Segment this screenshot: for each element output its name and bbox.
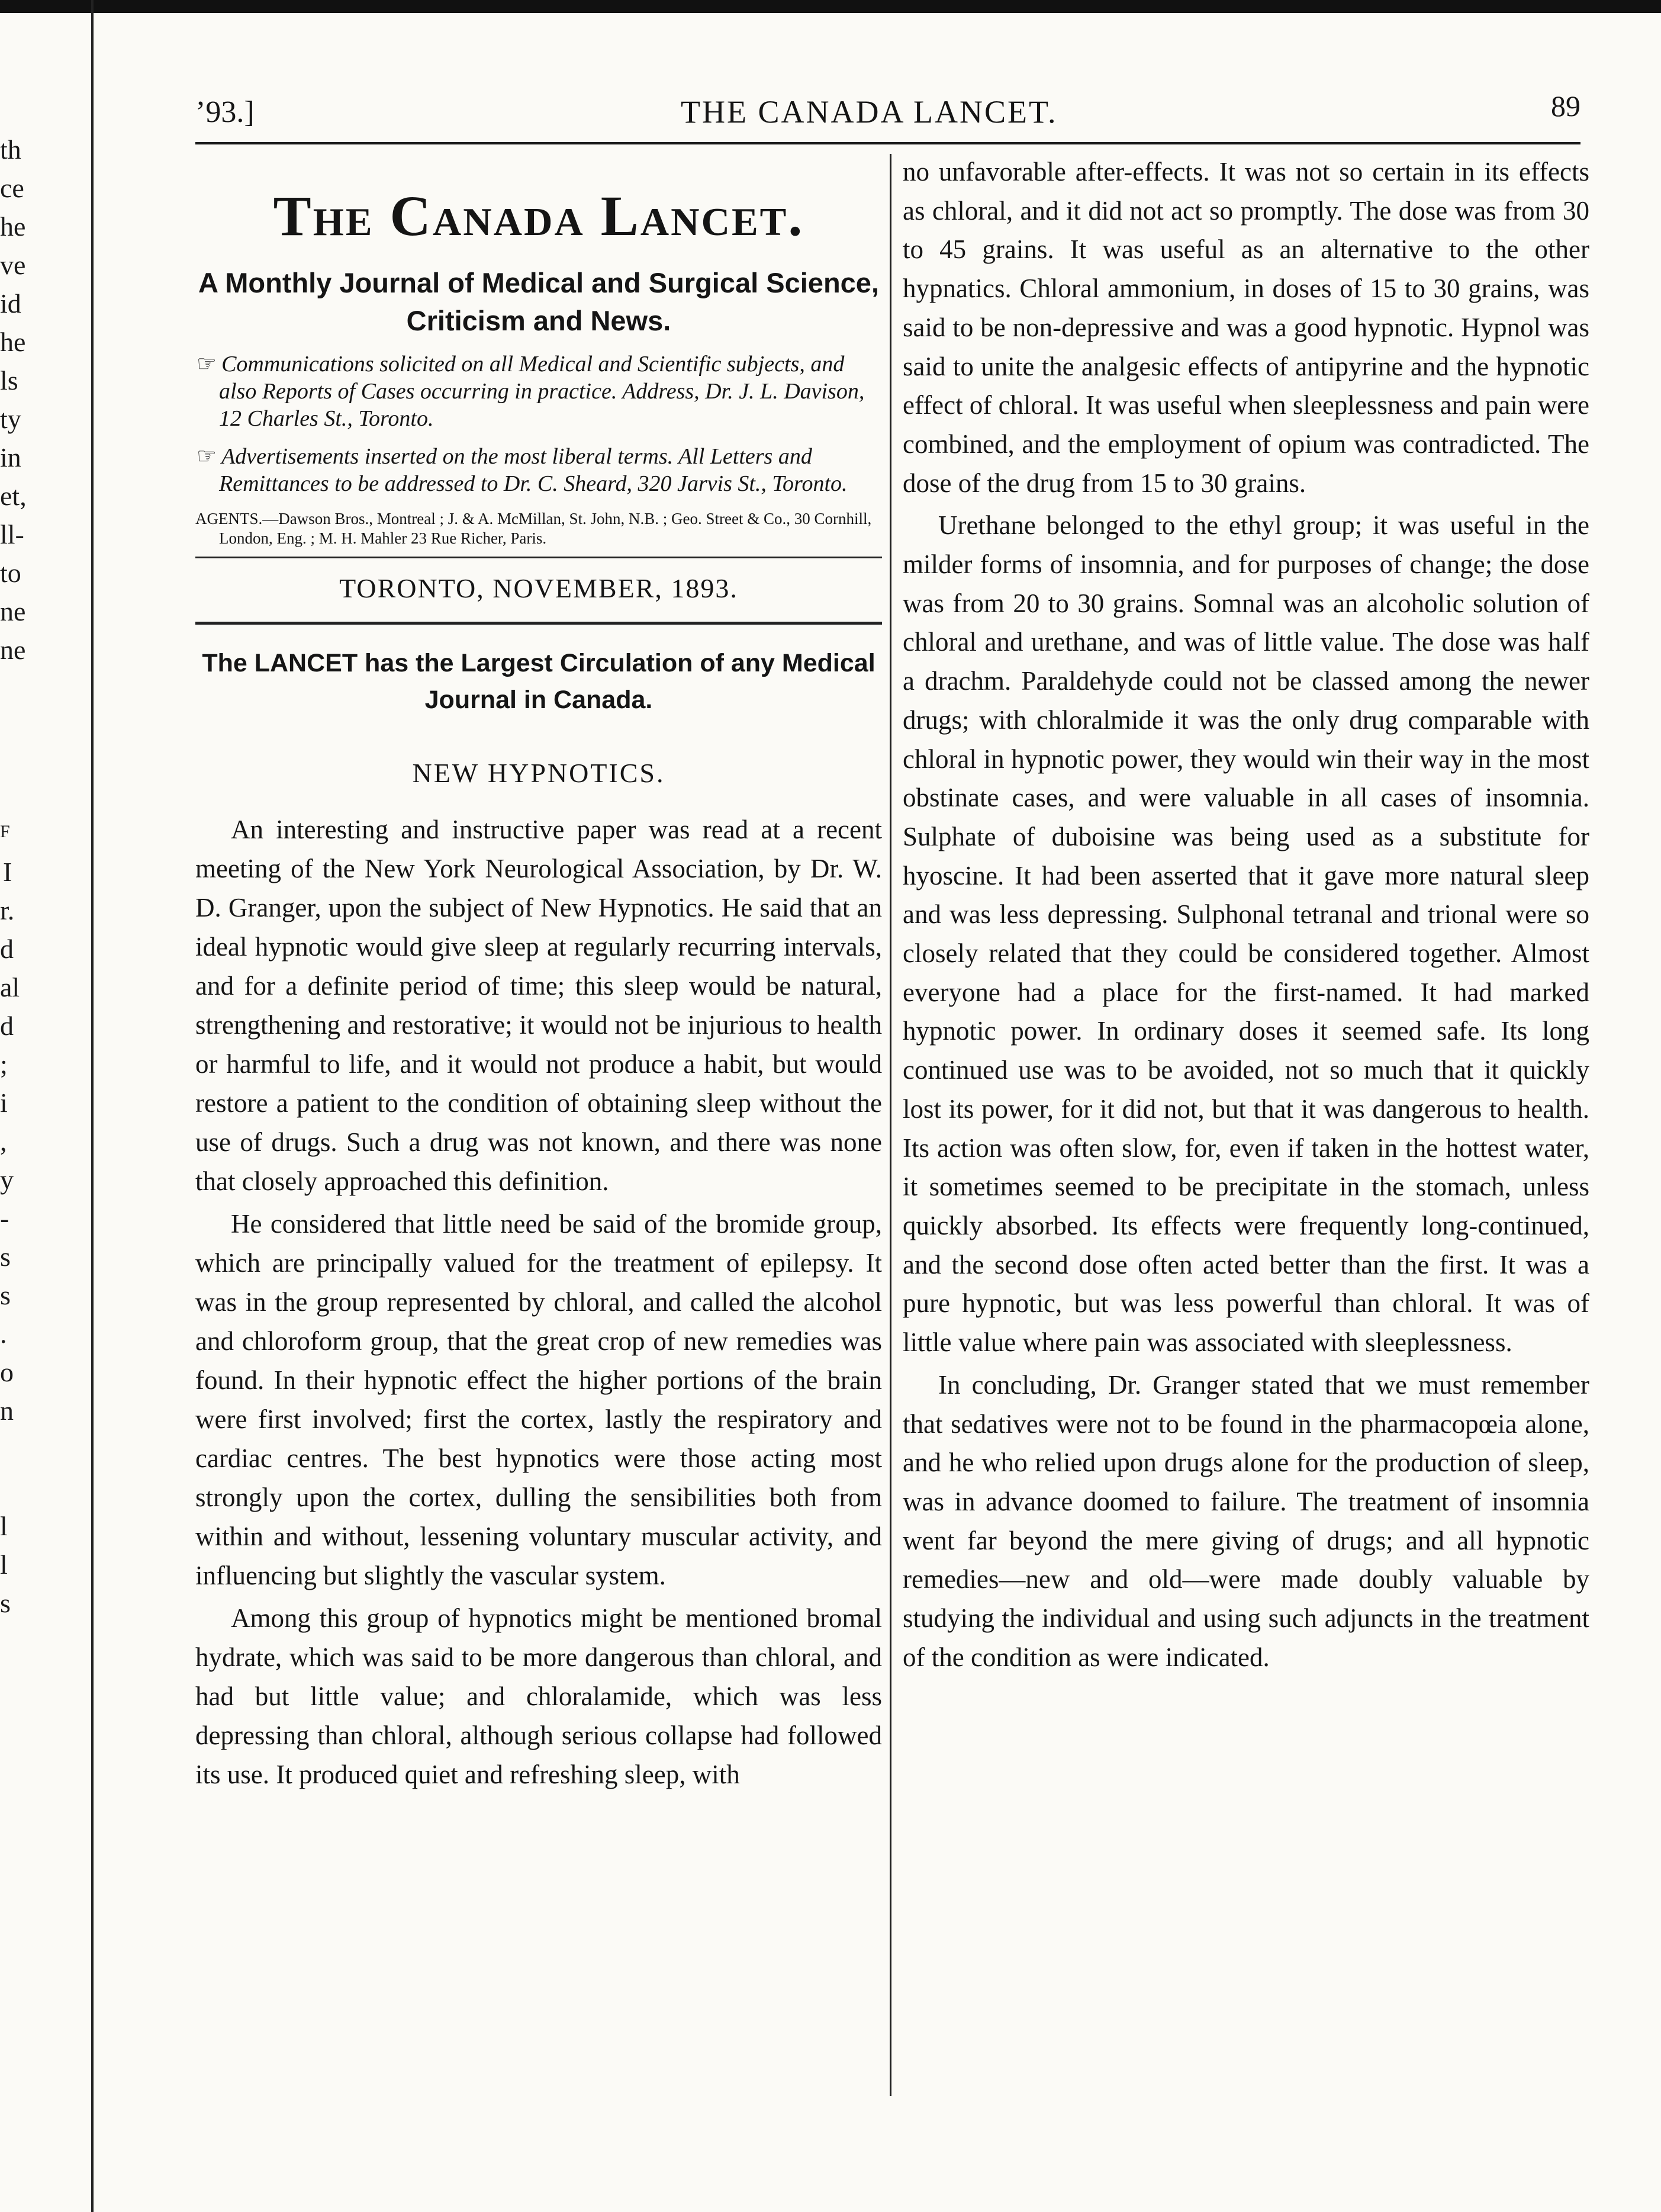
dateline-rule: [195, 622, 882, 625]
fragment: d: [0, 1011, 14, 1041]
fragment: ve: [0, 250, 26, 280]
fragment: ll-: [0, 519, 24, 549]
fragment: F: [0, 822, 10, 841]
fragment: in: [0, 442, 21, 472]
fragment: -: [0, 1203, 9, 1233]
article-paragraph: An interesting and instructive paper was read at a recent meeting of the New York Neurological Association, by Dr. W. D. Granger, upon the subject of New Hypnotics. He said that an ideal hypnotic would give sleep at regularly recurring intervals, and for a definite period of time; this sleep would be natural, strengthening and restorative; it would not be injurious to health or harmful to life, and it would not produce a habit, but would restore a patient to the condition of obtaining sleep without the use of drugs. Such a drug was not known, and there was none that closely approached this definition.: [195, 814, 882, 1196]
fragment: to: [0, 558, 21, 588]
fragment: l: [0, 1549, 8, 1580]
fragment: r.: [0, 895, 15, 925]
article-paragraph: Among this group of hypnotics might be mentioned bromal hydrate, which was said to be more dangerous than chloral, and had but little value; and chloralamide, which was less depressing than chloral, although serious collapse had followed its use. It produced quiet and refreshing sleep, with: [195, 1603, 882, 1789]
article-paragraph: In concluding, Dr. Granger stated that we must remember that sedatives were not to be found in the pharmacopœia alone, and he who relied upon drugs alone for the production of sleep, was in advance doomed to failure. The treatment of insomnia went far beyond the mere giving of drugs; and all hypnotic remedies—new and old—were made doubly valuable by studying the individual and using such adjuncts in the treatment of the condition as were indicated.: [903, 1369, 1589, 1672]
fragment: ty: [0, 404, 21, 434]
agents-list: AGENTS.—Dawson Bros., Montreal ; J. & A. McMillan, St. John, N.B. ; Geo. Street & Co., 30 Cornhill, London, Eng. ; M. H. Mahler 23 Rue Richer, Paris.: [195, 509, 872, 547]
fragment: n: [0, 1396, 14, 1426]
fragment: ce: [0, 173, 24, 203]
fragment: o: [0, 1357, 14, 1387]
notice-communications: [195, 351, 882, 432]
pointing-hand-icon: ☞: [197, 443, 217, 469]
header-journal-title: THE CANADA LANCET.: [681, 94, 1058, 130]
fragment: ne: [0, 635, 26, 665]
fragment: id: [0, 288, 21, 319]
article-paragraph: no unfavorable after-effects. It was not so certain in its effects as chloral, and it did not act so promptly. The dose was from 30 to 45 grains. It was useful as an alternative to the other hypnatics. Chloral ammonium, in doses of 15 to 30 grains, was said to be non-depressive and was a good hypnotic. Hypnol was said to unite the analgesic effects of antipyrine and the hypnotic effect of chloral. It was useful when sleeplessness and pain were combined, and the employment of opium was contradicted. The dose of the drug from 15 to 30 grains.: [903, 157, 1590, 498]
left-column: [195, 154, 882, 1794]
page-number: 89: [1551, 89, 1580, 123]
fragment: .: [0, 1319, 7, 1349]
pointing-hand-icon: ☞: [197, 351, 217, 377]
article-paragraph: Urethane belonged to the ethyl group; it was useful in the milder forms of insomnia, and for purposes of change; the dose was from 20 to 30 grains. Somnal was an alcoholic solution of chloral and urethane, and was of little value. The dose was half a drachm. Paraldehyde could not be classed among the newer drugs; with chloralmide it was the only drug comparable with chloral in hypnotic power, they would win their way in the most obstinate cases, and were valuable in all cases of insomnia. Sulphate of duboisine was being used as a substitute for hyoscine. It had been asserted that it gave more natural sleep and was less depressing. Sulphonal tetranal and trional were so closely related that they could be considered together. Almost everyone had a place for the first-named. It had marked hypnotic power. In ordinary doses it seemed safe. Its long continued use was to be avoided, not so much that it quickly lost its power, for it did not, but that it was dangerous to health. Its action was often slow, for, even if taken in the hottest water, it sometimes seemed to be precipitate in the stomach, unless quickly absorbed. Its effects were frequently long-continued, and the second dose often acted better than the first. It was a pure hypnotic, but was less powerful than chloral. It was of little value where pain was associated with sleeplessness.: [903, 510, 1589, 1358]
notice-advertisements-text: Advertisements inserted on the most liberal terms. All Letters and Remittances to be addressed to Dr. C. Sheard, 320 Jarvis St., Toronto.: [219, 443, 848, 496]
dateline: TORONTO, NOVEMBER, 1893.: [339, 573, 738, 603]
header-year: ’93.]: [195, 95, 255, 129]
facing-page-edge: [91, 0, 94, 2212]
header-rule: [195, 142, 1580, 144]
fragment: he: [0, 211, 26, 242]
notice-communications-text: Communications solicited on all Medical and Scientific subjects, and also Reports of Cases occurring in practice. Address, Dr. J. L. Davison, 12 Charles St., Toronto.: [219, 351, 865, 431]
scan-top-border: [0, 0, 1661, 13]
column-divider: [890, 154, 891, 2096]
fragment: y: [0, 1165, 14, 1195]
fragment: I: [3, 857, 12, 887]
fragment: i: [0, 1088, 8, 1118]
right-column: [903, 153, 1589, 1677]
article-title: NEW HYPNOTICS.: [412, 757, 665, 788]
fragment: s: [0, 1588, 11, 1618]
fragment: s: [0, 1242, 11, 1272]
fragment: th: [0, 134, 21, 165]
article-paragraph: He considered that little need be said of the bromide group, which are principally valued for the treatment of epilepsy. It was in the group represented by chloral, and called the alcohol and chloroform group, that the great crop of new remedies was found. In their hypnotic effect the higher portions of the brain were first involved; first the cortex, lastly the respiratory and cardiac centres. The best hypnotics were those acting most strongly upon the cortex, dulling the sensibilities both from within and without, lessening voluntary muscular activity, and influencing but slightly the vascular system.: [195, 1208, 882, 1590]
fragment: ;: [0, 1049, 8, 1079]
fragment: ne: [0, 596, 26, 626]
masthead-title: The Canada Lancet.: [273, 184, 804, 247]
fragment: d: [0, 934, 14, 964]
fragment: ls: [0, 365, 18, 396]
fragment: ,: [0, 1126, 7, 1156]
fragment: al: [0, 972, 20, 1002]
fragment: l: [0, 1511, 8, 1541]
masthead-rule: [195, 557, 882, 558]
fragment: s: [0, 1280, 11, 1310]
fragment: et,: [0, 481, 27, 511]
notice-advertisements: [195, 443, 882, 497]
circulation-claim: The LANCET has the Largest Circulation of any Medical Journal in Canada.: [202, 648, 875, 714]
fragment: he: [0, 327, 26, 357]
masthead-subtitle: A Monthly Journal of Medical and Surgical Science, Criticism and News.: [198, 266, 879, 336]
running-header: [195, 89, 1592, 142]
